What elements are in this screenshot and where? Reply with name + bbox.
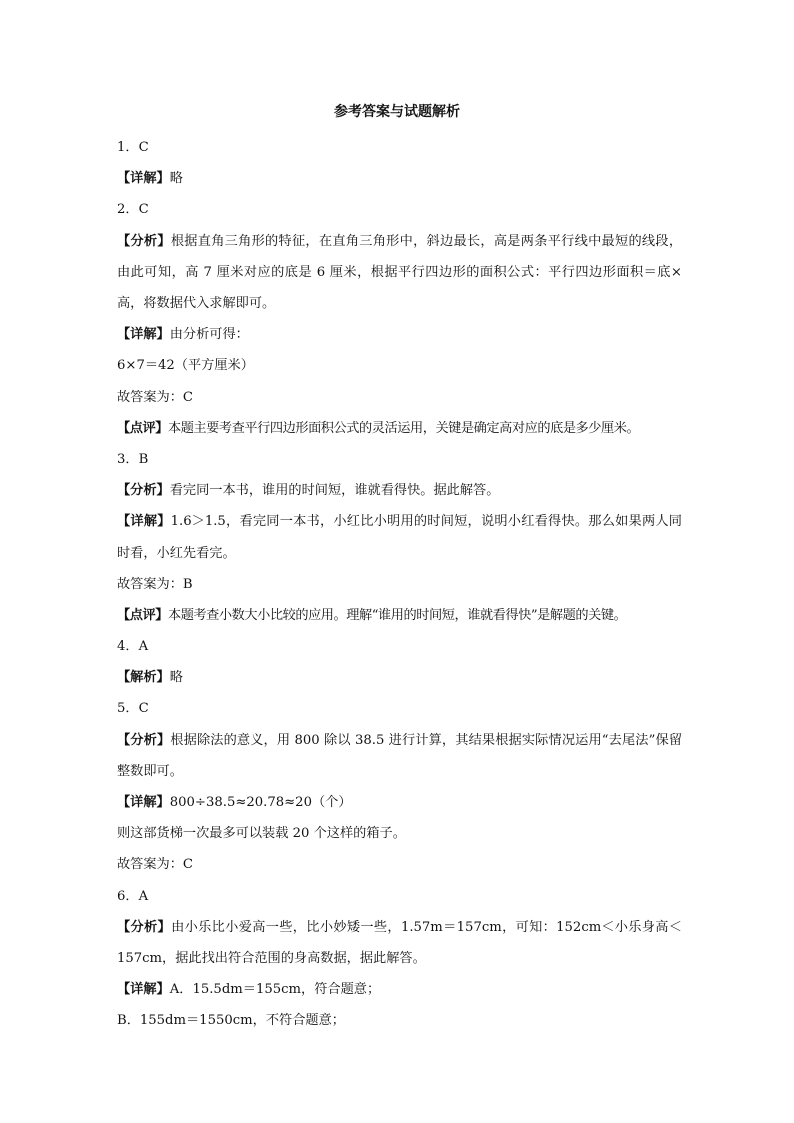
answer-line xyxy=(117,506,682,568)
line-tag: 【解析】 xyxy=(117,670,170,686)
line-text: 6．A xyxy=(117,888,149,904)
answer-line xyxy=(117,725,682,787)
answer-line xyxy=(117,818,682,849)
line-tag: 【分析】 xyxy=(117,483,170,499)
line-text: 本题考查小数大小比较的应用。理解“谁用的时间短，谁就看得快”是解题的关键。 xyxy=(167,607,627,623)
line-text: B．155dm＝1550cm，不符合题意； xyxy=(117,1013,345,1029)
line-tag: 【详解】 xyxy=(117,795,170,811)
answer-line xyxy=(117,662,682,693)
line-text: 800÷38.5≈20.78≈20（个） xyxy=(169,795,352,811)
line-text: 故答案为：C xyxy=(117,857,194,873)
line-tag: 【详解】 xyxy=(117,327,170,343)
line-text: 1．C xyxy=(117,140,149,155)
line-tag: 【分析】 xyxy=(117,233,171,249)
line-text: 4．A xyxy=(117,639,149,655)
answer-line xyxy=(117,631,682,662)
line-tag: 【分析】 xyxy=(117,732,171,748)
answer-line xyxy=(117,382,682,413)
answer-line xyxy=(117,413,682,444)
answer-line xyxy=(117,881,682,912)
line-text: 6×7＝42（平方厘米） xyxy=(117,358,254,374)
line-text: 故答案为：B xyxy=(117,576,193,592)
answer-line xyxy=(117,350,682,381)
line-tag: 【点评】 xyxy=(117,607,168,623)
answer-line xyxy=(117,974,682,1005)
answer-line xyxy=(117,475,682,506)
line-text: 由小乐比小爱高一些，比小妙矮一些，1.57m＝157cm，可知：152cm＜小乐身高＜157cm，据此找出符合范围的身高数据，据此解答。 xyxy=(117,919,682,966)
answer-line xyxy=(117,693,682,724)
line-text: 则这部货梯一次最多可以装载 20 个这样的箱子。 xyxy=(117,826,406,842)
line-text: 看完同一本书，谁用的时间短，谁就看得快。据此解答。 xyxy=(169,483,500,499)
line-text: 5．C xyxy=(117,701,149,717)
answer-line xyxy=(117,569,682,600)
line-text: A．15.5dm＝155cm，符合题意； xyxy=(169,982,381,998)
line-tag: 【详解】 xyxy=(117,982,170,998)
line-text: 根据除法的意义，用 800 除以 38.5 进行计算，其结果根据实际情况运用“去尾法”保留整数即可。 xyxy=(117,732,683,779)
line-text: 略 xyxy=(169,670,183,686)
line-text: 略 xyxy=(169,171,183,187)
answer-line xyxy=(117,194,682,225)
line-text: 故答案为：C xyxy=(117,389,194,405)
answer-line xyxy=(117,787,682,818)
answer-line xyxy=(117,163,682,194)
line-text: 本题主要考查平行四边形面积公式的灵活运用，关键是确定高对应的底是多少厘米。 xyxy=(167,420,640,436)
line-text: 3．B xyxy=(117,451,149,467)
answer-line xyxy=(117,444,682,475)
answer-line xyxy=(117,132,682,163)
line-text: 1.6＞1.5，看完同一本书，小红比小明用的时间短，说明小红看得快。那么如果两人同时看，小红先看完。 xyxy=(117,514,682,561)
line-text: 根据直角三角形的特征，在直角三角形中，斜边最长，高是两条平行线中最短的线段，由此可知，高 7 厘米对应的底是 6 厘米，根据平行四边形的面积公式：平行四边形面积＝底×高，将数据代入求解即可。 xyxy=(117,233,683,311)
answer-line xyxy=(117,600,682,631)
answer-line xyxy=(117,1005,682,1036)
page-title: 参考答案与试题解析 xyxy=(334,104,460,120)
answer-body xyxy=(117,132,682,1037)
answer-line xyxy=(117,912,682,974)
line-tag: 【详解】 xyxy=(117,171,170,187)
line-tag: 【详解】 xyxy=(117,514,171,530)
answer-line xyxy=(117,226,682,320)
line-tag: 【点评】 xyxy=(117,420,168,436)
answer-line xyxy=(117,319,682,350)
line-tag: 【分析】 xyxy=(117,919,172,935)
answer-line xyxy=(117,849,682,880)
line-text: 2．C xyxy=(117,202,149,218)
line-text: 由分析可得： xyxy=(169,327,249,343)
